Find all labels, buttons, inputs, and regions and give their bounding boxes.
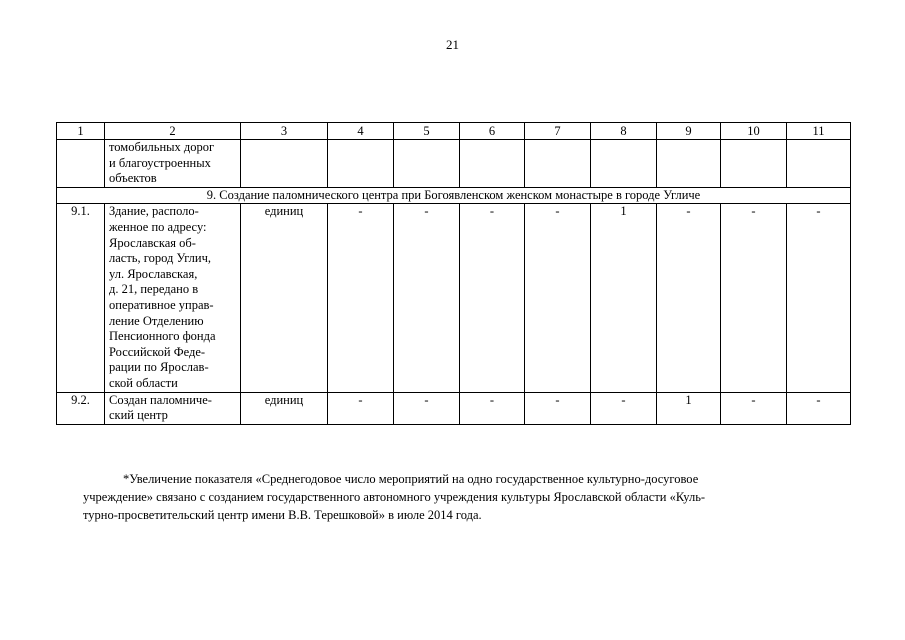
indicator-table [56,122,851,425]
value-cell: - [787,392,851,424]
empty-cell [394,140,460,188]
description-line: ской области [109,375,178,390]
table-row-continued [57,140,851,188]
table-header-row [57,123,851,140]
header-cell: 11 [787,123,851,140]
header-cell: 3 [241,123,328,140]
header-cell: 7 [525,123,591,140]
footnote-line: *Увеличение показателя «Среднегодовое число мероприятий на одно государственное культурно-досуговое [123,472,699,486]
table-row [57,392,851,424]
row-number-cell: 9.2. [57,392,105,424]
value-cell: - [525,392,591,424]
description-cell [105,140,241,188]
value-cell: - [328,392,394,424]
footnote-line: учреждение» связано с созданием государственного автономного учреждения культуры Ярославской области «Куль- [83,490,706,504]
description-line: Здание, располо- [109,204,199,219]
unit-cell: единиц [241,392,328,424]
description-line: Российской Феде- [109,344,206,359]
description-line: ласть, город Углич, [109,251,212,266]
value-cell: - [787,204,851,392]
header-cell: 10 [721,123,787,140]
description-line: д. 21, передано в [109,282,199,297]
description-line: женное по адресу: [109,219,207,234]
empty-cell [525,140,591,188]
description-cell [105,204,241,392]
value-cell: - [394,392,460,424]
description-line: ский центр [109,408,168,423]
value-cell: - [657,204,721,392]
value-cell: - [328,204,394,392]
header-cell: 8 [591,123,657,140]
empty-cell [328,140,394,188]
value-cell: 1 [591,204,657,392]
header-cell: 4 [328,123,394,140]
empty-cell [241,140,328,188]
header-cell: 5 [394,123,460,140]
value-cell: - [721,392,787,424]
description-line: Ярославская об- [109,235,196,250]
row-number-cell [57,140,105,188]
value-cell: 1 [657,392,721,424]
value-cell: - [591,392,657,424]
row-number-cell: 9.1. [57,204,105,392]
description-line: Создан паломниче- [109,392,212,407]
empty-cell [460,140,525,188]
table-row [57,204,851,392]
footnote-line: турно-просветительский центр имени В.В. Терешковой» в июле 2014 года. [83,508,482,522]
empty-cell [721,140,787,188]
value-cell: - [394,204,460,392]
description-line: ление Отделению [109,313,204,328]
unit-cell: единиц [241,204,328,392]
description-line: ул. Ярославская, [109,266,198,281]
description-cell [105,392,241,424]
value-cell: - [721,204,787,392]
value-cell: - [460,392,525,424]
header-cell: 6 [460,123,525,140]
empty-cell [591,140,657,188]
description-line: томобильных дорог [109,140,215,154]
header-cell: 2 [105,123,241,140]
header-cell: 9 [657,123,721,140]
footnote [83,470,849,524]
value-cell: - [525,204,591,392]
section-title-row [57,187,851,204]
description-line: оперативное управ- [109,297,214,312]
description-line: рации по Ярослав- [109,360,209,375]
description-line: и благоустроенных [109,155,211,170]
value-cell: - [460,204,525,392]
description-line: Пенсионного фонда [109,329,216,344]
header-cell: 1 [57,123,105,140]
section-title: 9. Создание паломнического центра при Богоявленском женском монастыре в городе Угличе [57,187,851,204]
empty-cell [657,140,721,188]
description-line: объектов [109,171,157,186]
empty-cell [787,140,851,188]
page-number: 21 [446,37,459,52]
